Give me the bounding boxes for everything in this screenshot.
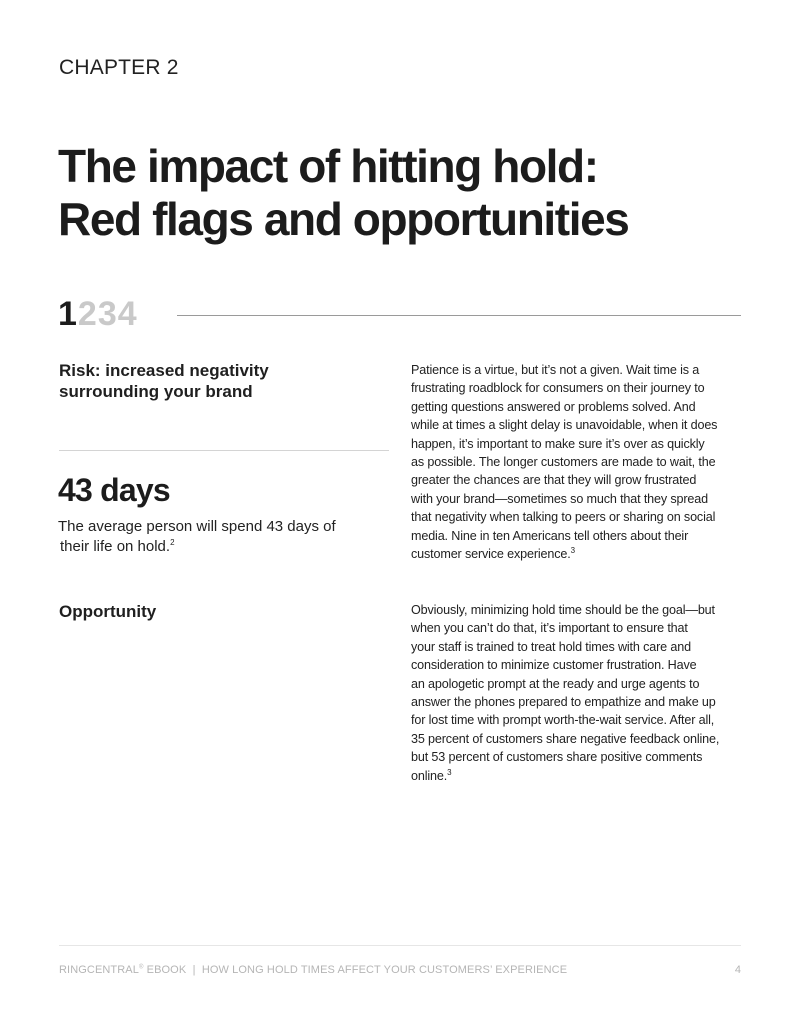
paragraph-line-text: online. — [411, 768, 448, 783]
stat-value: 43 days — [58, 472, 170, 508]
page-number: 4 — [734, 964, 741, 976]
paragraph-line: Patience is a virtue, but it’s not a given. Wait time is a — [411, 363, 700, 377]
opportunity-paragraph — [411, 601, 751, 785]
footer-divider — [59, 945, 741, 946]
stat-desc-line: The average person will spend 43 days of — [58, 518, 336, 535]
paragraph-line — [411, 767, 751, 785]
chapter-label: CHAPTER 2 — [59, 56, 179, 79]
stat-desc-text: their life on hold. — [60, 538, 171, 555]
paragraph-line: greater the chances are that they will grow frustrated — [411, 473, 697, 488]
step-2: 2 — [77, 295, 98, 333]
paragraph-line: an apologetic prompt at the ready and urge agents to — [411, 676, 700, 691]
stat-description — [58, 517, 378, 557]
risk-heading-line: surrounding your brand — [59, 382, 253, 401]
paragraph-line — [411, 545, 751, 563]
stat-desc-line — [58, 537, 378, 557]
title-line: Red flags and opportunities — [58, 193, 629, 245]
step-4: 4 — [117, 295, 138, 333]
paragraph-line: as possible. The longer customers are made to wait, the — [411, 455, 716, 470]
paragraph-line: for lost time with prompt worth-the-wait service. After all, — [411, 713, 715, 728]
risk-heading — [59, 360, 369, 402]
paragraph-line: when you can’t do that, it’s important to ensure that — [411, 621, 688, 636]
paragraph-line-text: customer service experience. — [411, 547, 571, 562]
title-line: The impact of hitting hold: — [58, 140, 598, 192]
paragraph-line: media. Nine in ten Americans tell others about their — [411, 528, 689, 543]
paragraph-line: while at times a slight delay is unavoidable, when it does — [411, 418, 718, 433]
footer-text — [59, 964, 567, 976]
footnote-marker: 2 — [170, 538, 175, 547]
step-3: 3 — [97, 295, 118, 333]
step-indicator — [58, 294, 138, 334]
paragraph-line: your staff is trained to treat hold times with care and — [411, 639, 691, 654]
footnote-marker: 3 — [570, 545, 575, 555]
paragraph-line: with your brand—sometimes so much that they spread — [411, 491, 708, 506]
paragraph-line: frustrating roadblock for consumers on their journey to — [411, 381, 705, 396]
step-divider — [177, 315, 741, 316]
paragraph-line: that negativity when talking to peers or sharing on social — [411, 510, 716, 525]
section-divider — [59, 450, 389, 451]
footer-brand: RINGCENTRAL — [59, 964, 139, 976]
paragraph-line: Obviously, minimizing hold time should be the goal—but — [411, 603, 715, 617]
step-1: 1 — [58, 295, 78, 333]
paragraph-line: happen, it’s important to make sure it’s over as quickly — [411, 436, 705, 451]
footer-caption: EBOOK | HOW LONG HOLD TIMES AFFECT YOUR CUSTOMERS’ EXPERIENCE — [143, 964, 568, 976]
paragraph-line: 35 percent of customers share negative feedback online, — [411, 731, 720, 746]
risk-heading-line: Risk: increased negativity — [59, 361, 269, 380]
risk-paragraph — [411, 361, 751, 563]
paragraph-line: consideration to minimize customer frustration. Have — [411, 658, 697, 673]
page-title — [58, 140, 758, 246]
registered-mark: ® — [138, 964, 144, 971]
paragraph-line: but 53 percent of customers share positive comments — [411, 750, 703, 765]
paragraph-line: answer the phones prepared to empathize and make up — [411, 695, 716, 710]
paragraph-line: getting questions answered or problems solved. And — [411, 399, 696, 414]
opportunity-heading: Opportunity — [59, 602, 157, 621]
footnote-marker: 3 — [447, 767, 452, 777]
